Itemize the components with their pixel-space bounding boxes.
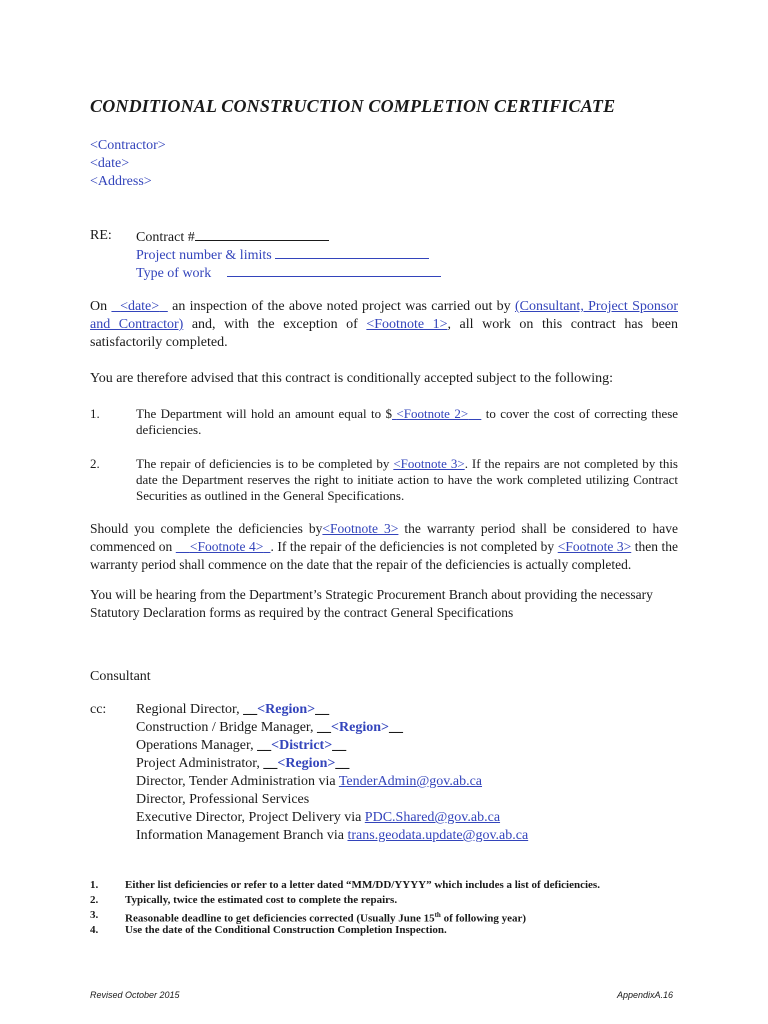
footnote4-text: Use the date of the Conditional Construction Completion Inspection. [125, 924, 447, 936]
item2-text-b: . If the repairs are not completed by this date the Department reserves the right to initiate action to have the work completed utilizing Contract Securities as outlined in the General Specifications. [136, 456, 678, 503]
cc-tender-administration: Director, Tender Administration via TenderAdmin@gov.ab.ca [136, 774, 483, 789]
project-number-blank [275, 245, 429, 259]
contract-number-label: Contract # [136, 230, 195, 245]
inspection-paragraph [90, 298, 678, 352]
type-of-work-blank [227, 263, 441, 277]
para1-on: On [90, 299, 108, 314]
consultant-signature: Consultant [90, 669, 151, 684]
cc-regional-director: Regional Director, __<Region>__ [136, 702, 330, 717]
type-of-work-line [136, 263, 441, 283]
footnote3-text: Reasonable deadline to get deficiencies corrected (Usually June 15th of following year) [125, 911, 527, 925]
footnote1-number: 1. [90, 879, 99, 891]
footnote3-link[interactable]: <Footnote 3> [393, 456, 465, 471]
footnote2-link[interactable]: <Footnote 2> [396, 406, 469, 421]
date-link[interactable]: <date> [120, 299, 160, 314]
type-of-work-label: Type of work [136, 266, 212, 281]
item1-text-b: to cover the cost of correcting these deficiencies. [136, 406, 679, 437]
contract-number-blank [195, 227, 329, 241]
document-title: CONDITIONAL CONSTRUCTION COMPLETION CERTIFICATE [90, 96, 616, 116]
project-number-label: Project number & limits [136, 248, 272, 263]
cc-label: cc: [90, 702, 107, 717]
para3-text-d: then the warranty period shall commence on the date that the repair of the deficiencies is actually completed. [90, 539, 679, 572]
item2-number: 2. [90, 456, 100, 471]
footer-revised: Revised October 2015 [90, 990, 180, 1000]
geodata-email-link[interactable]: trans.geodata.update@gov.ab.ca [347, 828, 529, 843]
contractor-placeholder: <Contractor> [90, 138, 166, 153]
footnote4-link[interactable]: <Footnote 4> [189, 539, 264, 554]
warranty-paragraph [90, 520, 678, 574]
para1-text-b: and, with the exception of [191, 317, 358, 332]
re-label: RE: [90, 228, 112, 243]
footnote3-link-b[interactable]: <Footnote 3> [557, 539, 632, 554]
item1-number: 1. [90, 406, 100, 421]
footnote4-number: 4. [90, 924, 99, 936]
cc-information-management: Information Management Branch via trans.geodata.update@gov.ab.ca [136, 828, 529, 843]
footnote3-link-a[interactable]: <Footnote 3> [322, 521, 399, 536]
project-number-line [136, 245, 429, 265]
para3-text-a: Should you complete the deficiencies by [90, 521, 323, 536]
date-placeholder: <date> [90, 156, 130, 171]
footnote2-number: 2. [90, 894, 99, 906]
tender-admin-email-link[interactable]: TenderAdmin@gov.ab.ca [338, 774, 483, 789]
contract-number-line [136, 227, 329, 247]
footnote1-text: Either list deficiencies or refer to a letter dated “MM/DD/YYYY” which includes a list of deficiencies. [125, 879, 600, 891]
cc-professional-services: Director, Professional Services [136, 792, 310, 807]
footnote3-number: 3. [90, 909, 99, 921]
para1-text-a: an inspection of the above noted project was carried out by [172, 299, 511, 314]
footer-appendix: AppendixA.16 [617, 990, 674, 1000]
item2-text [136, 456, 678, 504]
procurement-paragraph: You will be hearing from the Department’s Strategic Procurement Branch about providing the necessary Statutory Declaration forms as required by the contract General Specifications [90, 587, 653, 620]
para3-text-b: the warranty period shall be considered to have commenced on [90, 521, 679, 554]
footnote2-text: Typically, twice the estimated cost to complete the repairs. [125, 894, 398, 906]
cc-construction-manager: Construction / Bridge Manager, __<Region>__ [136, 720, 403, 735]
cc-project-administrator: Project Administrator, __<Region>__ [136, 756, 350, 771]
item1-text [136, 406, 678, 438]
consultant-link[interactable]: (Consultant, Project Sponsor and Contractor) [90, 299, 678, 332]
cc-operations-manager: Operations Manager, __<District>__ [136, 738, 347, 753]
para3-text-c: . If the repair of the deficiencies is not completed by [270, 539, 555, 554]
pdc-email-link[interactable]: PDC.Shared@gov.ab.ca [364, 810, 501, 825]
item2-text-a: The repair of deficiencies is to be completed by [136, 456, 390, 471]
cc-project-delivery: Executive Director, Project Delivery via PDC.Shared@gov.ab.ca [136, 810, 501, 825]
item1-text-a: The Department will hold an amount equal to $ [136, 406, 392, 421]
footnote1-link[interactable]: <Footnote 1> [366, 317, 448, 332]
conditional-acceptance-paragraph: You are therefore advised that this contract is conditionally accepted subject to the following: [90, 371, 614, 386]
address-placeholder: <Address> [90, 174, 152, 189]
para1-text-c: , all work on this contract has been satisfactorily completed. [90, 317, 678, 350]
